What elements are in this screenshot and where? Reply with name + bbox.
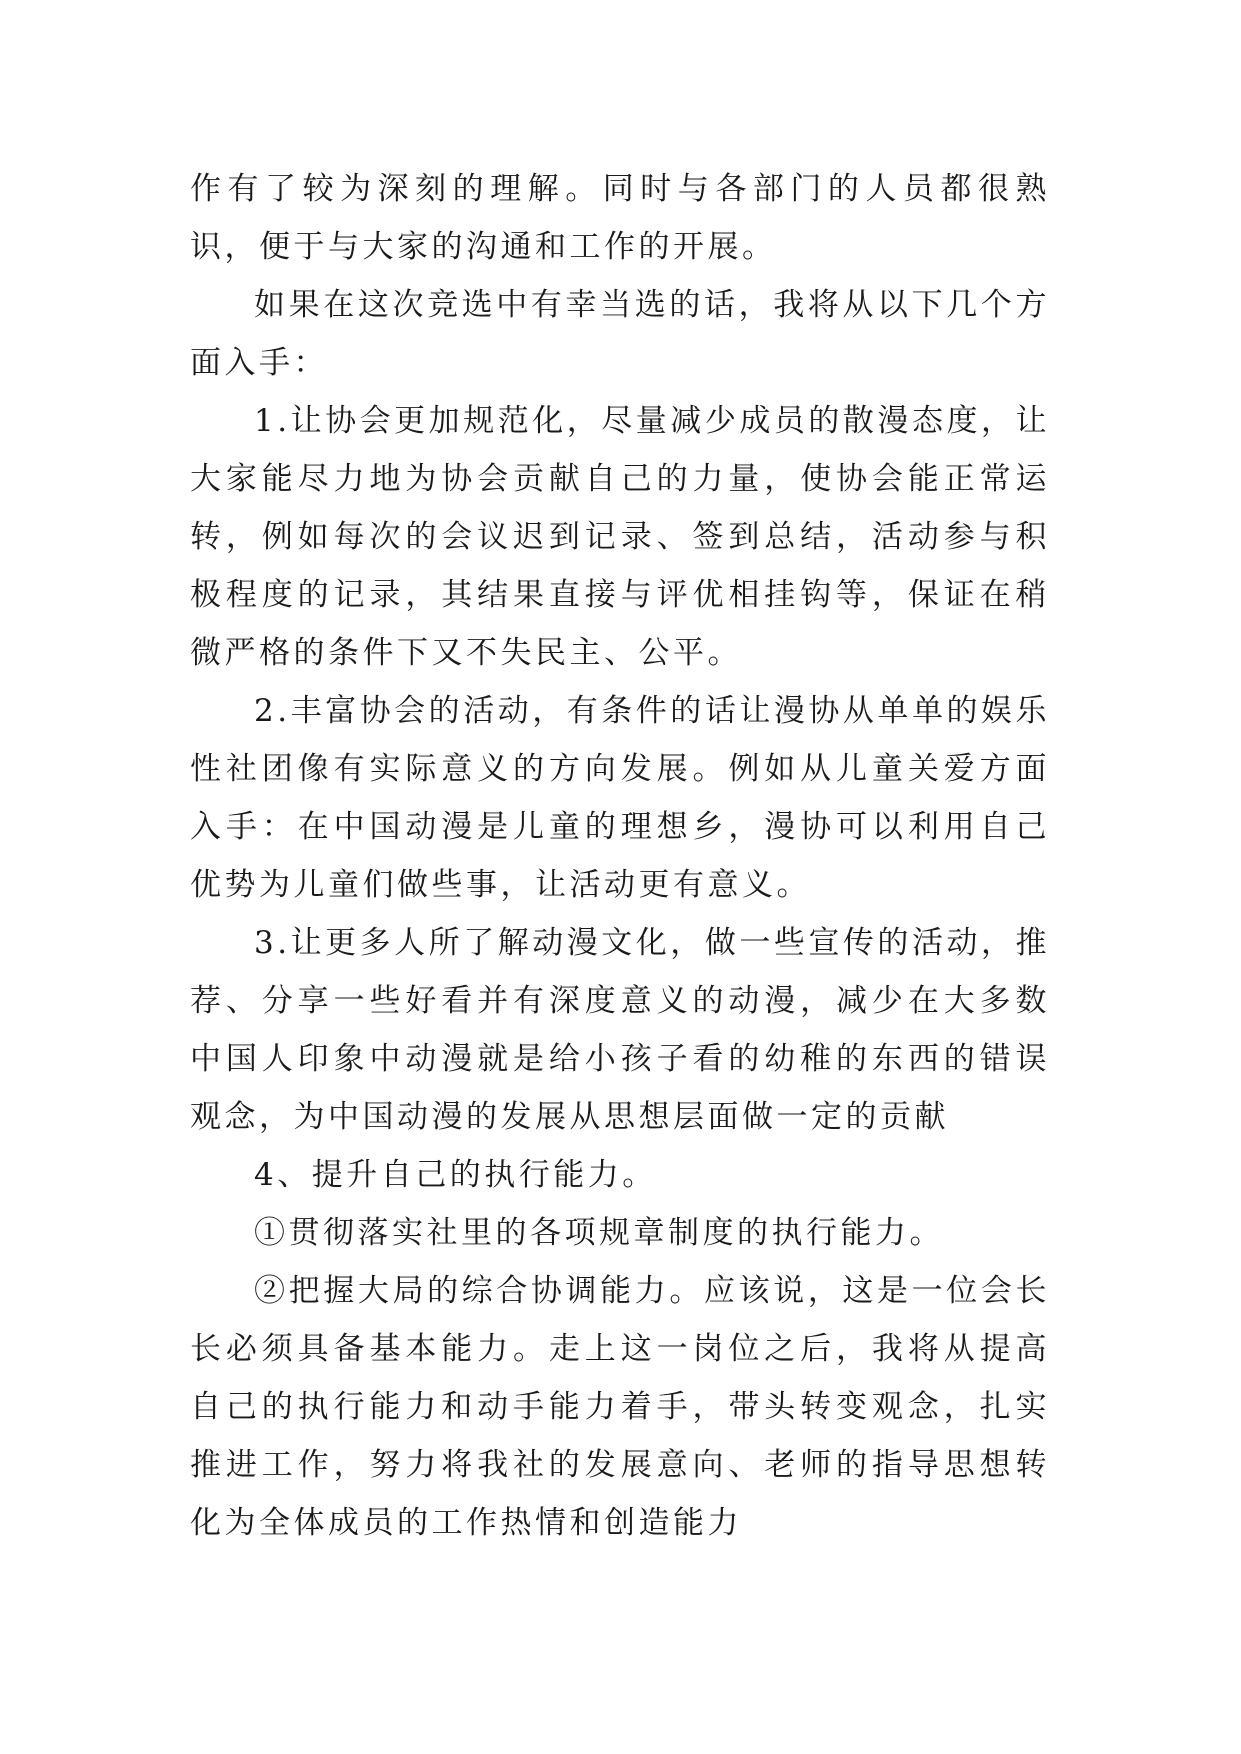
document-body: [190, 160, 1050, 1552]
paragraph-subitem-1: ①贯彻落实社里的各项规章制度的执行能力。: [254, 1215, 944, 1251]
paragraph-item-2: 2.丰富协会的活动，有条件的话让漫协从单单的娱乐性社团像有实际意义的方向发展。例如从儿童关爱方面入手：在中国动漫是儿童的理想乡，漫协可以利用自己优势为儿童们做些事，让活动更有意义。: [190, 693, 1050, 903]
paragraph-item-1: 1.让协会更加规范化，尽量减少成员的散漫态度，让大家能尽力地为协会贡献自己的力量，使协会能正常运转，例如每次的会议迟到记录、签到总结，活动参与积极程度的记录，其结果直接与评优相挂钩等，保证在稍微严格的条件下又不失民主、公平。: [190, 403, 1050, 671]
paragraph-item-4: 4、提升自己的执行能力。: [254, 1157, 657, 1193]
paragraph-item-3: 3.让更多人所了解动漫文化，做一些宣传的活动，推荐、分享一些好看并有深度意义的动漫，减少在大多数中国人印象中动漫就是给小孩子看的幼稚的东西的错误观念，为中国动漫的发展从思想层面做一定的贡献: [190, 925, 1050, 1135]
paragraph-continuation: 作有了较为深刻的理解。同时与各部门的人员都很熟识，便于与大家的沟通和工作的开展。: [190, 171, 1050, 265]
paragraph-subitem-2: ②把握大局的综合协调能力。应该说，这是一位会长长必须具备基本能力。走上这一岗位之后，我将从提高自己的执行能力和动手能力着手，带头转变观念，扎实推进工作，努力将我社的发展意向、老师的指导思想转化为全体成员的工作热情和创造能力: [190, 1273, 1050, 1541]
paragraph-intro: 如果在这次竞选中有幸当选的话，我将从以下几个方面入手：: [190, 287, 1050, 381]
